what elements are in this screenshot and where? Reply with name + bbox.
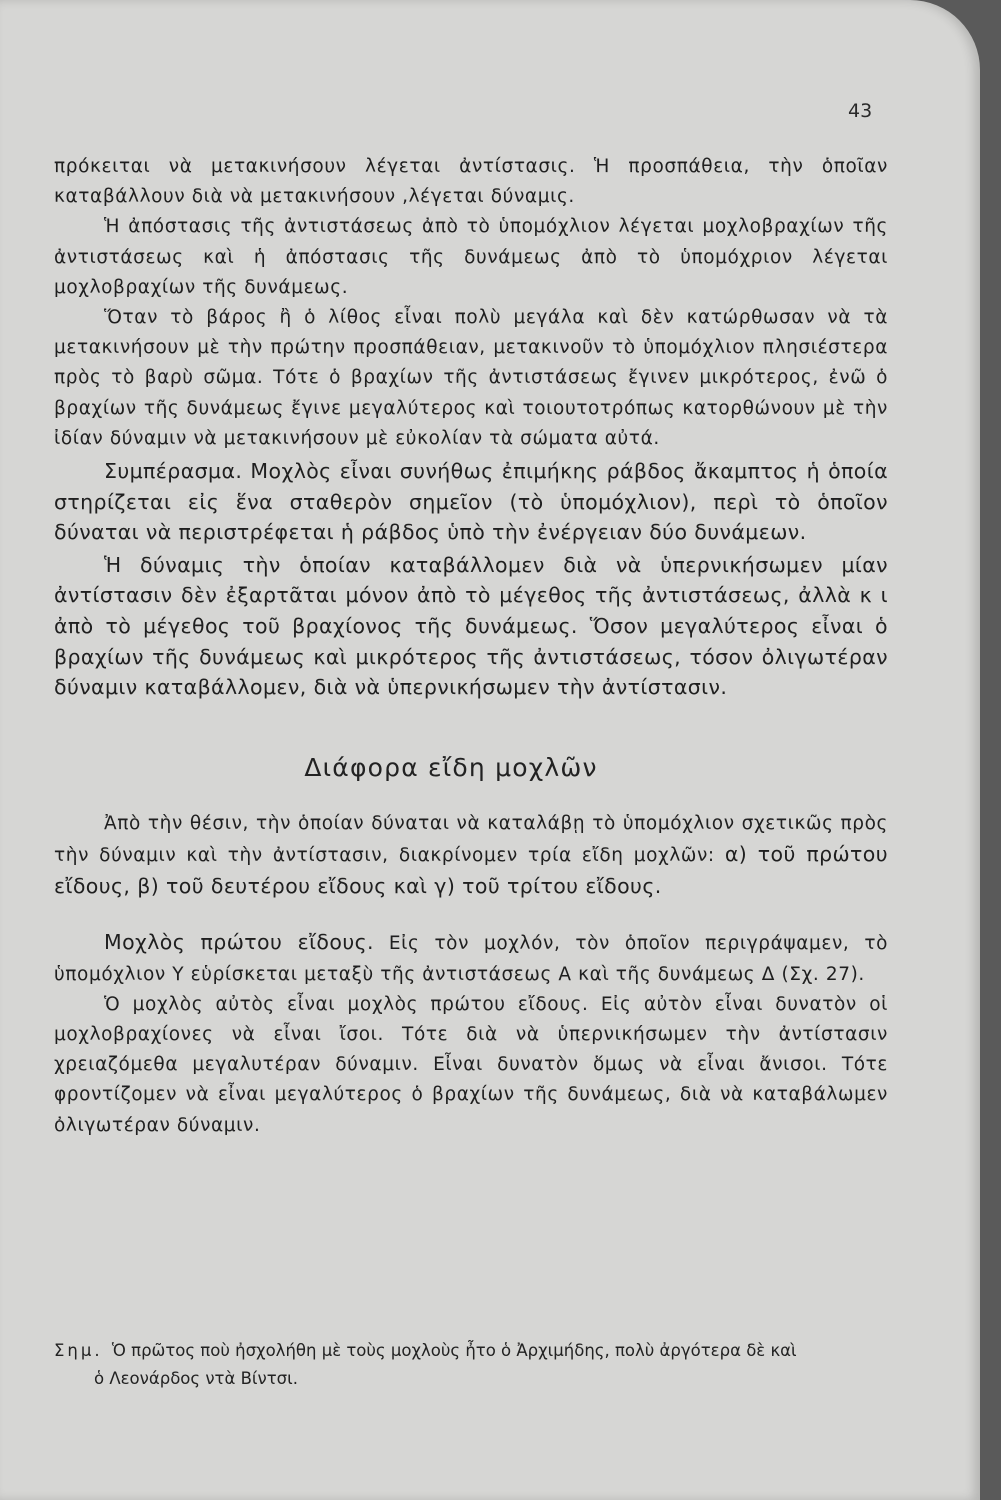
body-text bbox=[54, 152, 888, 1141]
lever-types-text: Ἀπὸ τὴν θέσιν, τὴν ὁποίαν δύναται νὰ καταλάβῃ τὸ ὑπομόχλιον σχετικῶς πρὸς τὴν δύναμιν καὶ τὴν ἀντίστασιν, διακρίνομεν τρία εἴδη μοχλῶν: bbox=[54, 812, 888, 866]
paragraph-lever-arms: Ἡ ἀπόστασις τῆς ἀντιστάσεως ἀπὸ τὸ ὑπομόχλιον λέγεται μοχλοβραχίων τῆς ἀντιστάσεως καὶ ἡ ἀπόστασις τῆς δυνάμεως ἀπὸ τὸ ὑπομόχριον λέγεται μοχλοβραχίων τῆς δυνάμεως. bbox=[54, 216, 888, 298]
conclusion-text-b: , περὶ τὸ ὁποῖον δύναται νὰ περιστρέφεται ἡ ράβδος ὑπὸ τὴν ἐνέργειαν δύο δυνάμεων. bbox=[54, 489, 888, 545]
paragraph-lever-types bbox=[54, 809, 888, 904]
paragraph-resistance-definition: πρόκειται νὰ μετακινήσουν λέγεται ἀντίστασις. Ἡ προσπάθεια, τὴν ὁποῖαν καταβάλλουν διὰ νὰ μετακινήσουν ,λέγεται δύναμις. bbox=[54, 156, 888, 208]
conclusion-parenthetical: (τὸ ὑπομόχλιον) bbox=[509, 489, 690, 514]
section-heading: Διάφορα εἴδη μοχλῶν bbox=[304, 752, 598, 782]
footnote-line-1: Ὁ πρῶτος ποὺ ἠσχολήθη μὲ τοὺς μοχλοὺς ἦτο ὁ Ἀρχιμήδης, πολὺ ἀργότερα δὲ καὶ bbox=[111, 1341, 797, 1360]
footnote-line-2: ὁ Λεονάρδος ντὰ Βίντσι. bbox=[94, 1369, 298, 1388]
paragraph-first-kind-details: Ὁ μοχλὸς αὐτὸς εἶναι μοχλὸς πρώτου εἴδους. Εἰς αὐτὸν εἶναι δυνατὸν οἱ μοχλοβραχίονες νὰ εἶναι ἴσοι. Τότε διὰ νὰ ὑπερνικήσωμεν τὴν ἀντίστασιν χρειαζόμεθα μεγαλυτέραν δύναμιν. Εἶναι δυνατὸν ὅμως νὰ εἶναι ἄνισοι. Τότε φροντίζομεν νὰ εἶναι μεγαλύτερος ὁ βραχίων τῆς δυνάμεως, διὰ νὰ καταβάλωμεν ὀλιγωτέραν δύναμιν. bbox=[54, 993, 888, 1136]
paragraph-force-dependence: Ἡ δύναμις τὴν ὁποίαν καταβάλλομεν διὰ νὰ ὑπερνικήσωμεν μίαν ἀντίστασιν δὲν ἐξαρτᾶται μόνον ἀπὸ τὸ μέγεθος τῆς ἀντιστάσεως, ἀλλὰ κ ι ἀπὸ τὸ μέγεθος τοῦ βραχίονος τῆς δυνάμεως. Ὅσον μεγαλύτερος εἶναι ὁ βραχίων τῆς δυνάμεως καὶ μικρότερος τῆς ἀντιστάσεως, τόσον ὀλιγωτέραν δύναμιν καταβάλλομεν, διὰ νὰ ὑπερνικήσωμεν τὴν ἀντίστασιν. bbox=[54, 552, 888, 700]
conclusion-text-a: Μοχλὸς εἶναι συνήθως ἐπιμήκης ράβδος ἄκαμπτος ἡ ὁποία στηρίζεται εἰς ἕνα σταθερὸν σημεῖον bbox=[54, 459, 888, 514]
conclusion-lead: Συμπέρασμα. bbox=[104, 459, 243, 484]
paragraph-conclusion bbox=[54, 456, 888, 548]
page-number: 43 bbox=[848, 100, 873, 122]
footnote-label: Σημ. bbox=[54, 1341, 103, 1360]
first-kind-lead: Μοχλὸς πρώτου εἴδους. bbox=[104, 930, 374, 955]
paragraph-moving-fulcrum: Ὅταν τὸ βάρος ἢ ὁ λίθος εἶναι πολὺ μεγάλα καὶ δὲν κατώρθωσαν νὰ τὰ μετακινήσουν μὲ τὴν πρώτην προσπάθειαν, μετακινοῦν τὸ ὑπομόχλιον πλησιέστερα πρὸς τὸ βαρὺ σῶμα. Τότε ὁ βραχίων τῆς ἀντιστάσεως ἔγινεν μικρότερος, ἐνῶ ὁ βραχίων τῆς δυνάμεως ἔγινε μεγαλύτερος καὶ τοιουτοτρόπως κατορθώνουν μὲ τὴν ἰδίαν δύναμιν νὰ μετακινήσουν μὲ εὐκολίαν τὰ σώματα αὐτά. bbox=[54, 307, 888, 449]
first-kind-text: Εἰς τὸν μοχλόν, τὸν ὁποῖον περιγράψαμεν, τὸ ὑπομόχλιον Υ εὑρίσκεται μεταξὺ τῆς ἀντιστάσεως Α καὶ τῆς δυνάμεως Δ (Σχ. 27). bbox=[54, 933, 888, 985]
lever-types-list: α) τοῦ πρώτου εἴδους, β) τοῦ δευτέρου εἴδους καὶ γ) τοῦ τρίτου εἴδους. bbox=[54, 841, 888, 899]
footnote bbox=[54, 1337, 888, 1393]
paragraph-first-kind bbox=[54, 927, 888, 989]
